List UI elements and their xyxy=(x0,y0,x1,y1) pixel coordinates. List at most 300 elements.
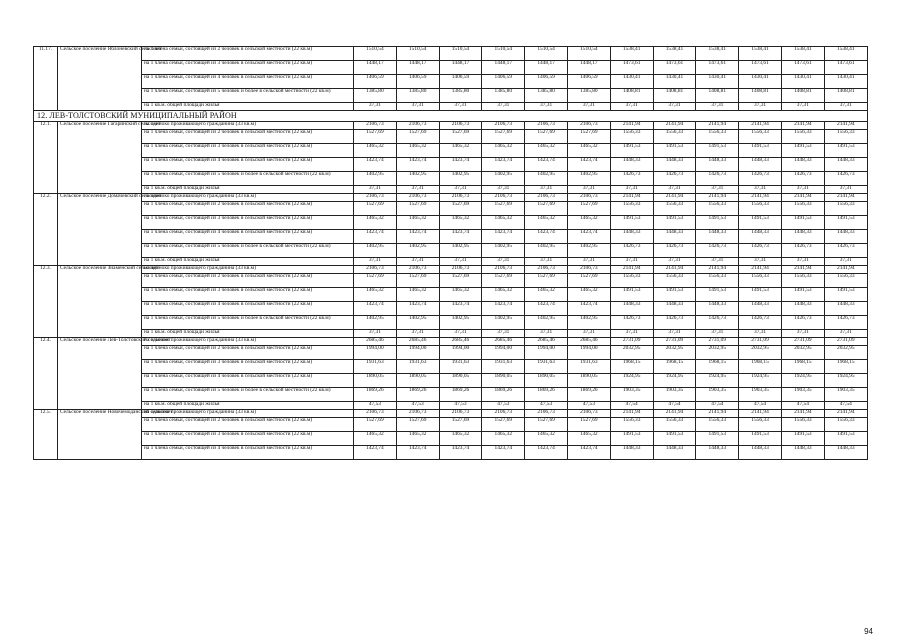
table-row xyxy=(34,172,868,186)
value-cell: 1448,33 xyxy=(696,158,739,172)
value-cell: 2106,73 xyxy=(354,266,397,274)
value-cell: 37,31 xyxy=(653,103,696,111)
value-cell: 1402,95 xyxy=(567,244,610,258)
value-cell: 1448,17 xyxy=(525,61,568,75)
value-cell: 1426,73 xyxy=(824,316,867,330)
value-cell: 2141,94 xyxy=(781,410,824,418)
value-cell: 2141,94 xyxy=(781,266,824,274)
value-cell: 1527,69 xyxy=(482,202,525,216)
norm-label: на 1 члена семьи, состоящей из 3 человек в сельской местности (22 кв.м) xyxy=(142,144,354,158)
value-cell: 2106,73 xyxy=(482,122,525,130)
norm-label: на одиноко проживающего гражданина (33 кв.м) xyxy=(142,266,354,274)
value-cell: 1426,73 xyxy=(610,172,653,186)
value-cell: 1402,95 xyxy=(354,172,397,186)
value-cell: 1556,33 xyxy=(739,418,782,432)
table-row xyxy=(34,274,868,288)
table-row xyxy=(34,89,868,103)
value-cell: 1430,41 xyxy=(824,75,867,89)
value-cell: 1931,63 xyxy=(525,360,568,374)
value-cell: 1527,69 xyxy=(354,418,397,432)
value-cell: 1448,33 xyxy=(824,158,867,172)
norm-label: на 1 члена семьи, состоящей из 3 человек в сельской местности (22 кв.м) xyxy=(142,360,354,374)
table-row xyxy=(34,244,868,258)
value-cell: 1994,00 xyxy=(396,346,439,360)
value-cell: 1465,32 xyxy=(482,216,525,230)
value-cell: 37,31 xyxy=(567,103,610,111)
value-cell: 1924,95 xyxy=(696,374,739,388)
value-cell: 1465,32 xyxy=(396,432,439,446)
value-cell: 1426,73 xyxy=(610,316,653,330)
value-cell: 1408,81 xyxy=(653,89,696,103)
settlement-number: 12.3. xyxy=(34,266,58,338)
value-cell: 1491,53 xyxy=(653,216,696,230)
value-cell: 1491,53 xyxy=(610,432,653,446)
value-cell: 1423,74 xyxy=(525,230,568,244)
value-cell: 1402,95 xyxy=(482,244,525,258)
value-cell: 1426,73 xyxy=(696,172,739,186)
value-cell: 1406,59 xyxy=(567,75,610,89)
value-cell: 37,31 xyxy=(525,186,568,194)
value-cell: 1465,32 xyxy=(567,144,610,158)
value-cell: 1430,41 xyxy=(610,75,653,89)
settlement-name: Сельское поселение Гагаринский сельсовет xyxy=(58,122,142,194)
value-cell: 2731,09 xyxy=(696,338,739,346)
value-cell: 37,31 xyxy=(525,103,568,111)
value-cell: 37,31 xyxy=(482,330,525,338)
value-cell: 1448,33 xyxy=(653,230,696,244)
norm-label: на 1 члена семьи, состоящей из 5 человек и более в сельской местности (22 кв.м) xyxy=(142,244,354,258)
value-cell: 37,31 xyxy=(396,103,439,111)
value-cell: 37,31 xyxy=(824,103,867,111)
value-cell: 2106,73 xyxy=(396,194,439,202)
norm-label: на 1 члена семьи, состоящей из 4 человек в сельской местности (22 кв.м) xyxy=(142,302,354,316)
value-cell: 1423,74 xyxy=(482,302,525,316)
value-cell: 1556,33 xyxy=(696,202,739,216)
value-cell: 1402,95 xyxy=(396,316,439,330)
value-cell: 1426,73 xyxy=(696,316,739,330)
norm-label: на одиноко проживающего гражданина (33 кв.м) xyxy=(142,122,354,130)
value-cell: 1491,53 xyxy=(824,144,867,158)
value-cell: 2141,94 xyxy=(610,266,653,274)
value-cell: 1527,69 xyxy=(354,130,397,144)
value-cell: 1994,00 xyxy=(482,346,525,360)
value-cell: 1869,26 xyxy=(439,388,482,402)
value-cell: 1473,61 xyxy=(610,61,653,75)
norm-label: на 1 члена семьи, состоящей из 4 человек в сельской местности (22 кв.м) xyxy=(142,374,354,388)
value-cell: 37,31 xyxy=(824,258,867,266)
value-cell: 1423,74 xyxy=(439,302,482,316)
value-cell: 1448,33 xyxy=(696,230,739,244)
value-cell: 37,31 xyxy=(610,258,653,266)
value-cell: 1527,69 xyxy=(525,418,568,432)
value-cell: 1931,63 xyxy=(439,360,482,374)
value-cell: 1510,54 xyxy=(439,47,482,61)
norm-label: на 1 члена семьи, состоящей из 5 человек и более в сельской местности (22 кв.м) xyxy=(142,388,354,402)
value-cell: 47,53 xyxy=(567,402,610,410)
value-cell: 2106,73 xyxy=(396,122,439,130)
value-cell: 37,31 xyxy=(696,103,739,111)
value-cell: 2141,94 xyxy=(610,410,653,418)
value-cell: 37,31 xyxy=(396,186,439,194)
value-cell: 1426,73 xyxy=(781,316,824,330)
value-cell: 47,53 xyxy=(354,402,397,410)
value-cell: 1448,33 xyxy=(824,230,867,244)
value-cell: 1465,32 xyxy=(439,216,482,230)
value-cell: 1924,95 xyxy=(610,374,653,388)
value-cell: 1448,33 xyxy=(824,302,867,316)
value-cell: 1869,26 xyxy=(354,388,397,402)
value-cell: 2141,94 xyxy=(824,122,867,130)
value-cell: 2106,73 xyxy=(567,122,610,130)
value-cell: 2141,94 xyxy=(739,122,782,130)
value-cell: 47,54 xyxy=(739,402,782,410)
value-cell: 1968,15 xyxy=(653,360,696,374)
value-cell: 1385,80 xyxy=(396,89,439,103)
value-cell: 1448,33 xyxy=(824,446,867,460)
value-cell: 2141,94 xyxy=(610,194,653,202)
value-cell: 1556,33 xyxy=(696,418,739,432)
value-cell: 1448,33 xyxy=(781,230,824,244)
value-cell: 2731,09 xyxy=(824,338,867,346)
value-cell: 1406,59 xyxy=(439,75,482,89)
value-cell: 1890,05 xyxy=(354,374,397,388)
value-cell: 2032,95 xyxy=(824,346,867,360)
value-cell: 2141,94 xyxy=(696,410,739,418)
settlement-name: Сельское поселение Домачевский сельсовет xyxy=(58,194,142,266)
table-row xyxy=(34,202,868,216)
value-cell: 47,54 xyxy=(610,402,653,410)
value-cell: 1426,73 xyxy=(696,244,739,258)
settlement-name: Сельское поселение Яблоневский сельсовет xyxy=(58,47,142,111)
value-cell: 1448,33 xyxy=(653,158,696,172)
value-cell: 1924,95 xyxy=(739,374,782,388)
value-cell: 1556,33 xyxy=(653,418,696,432)
value-cell: 1465,32 xyxy=(354,144,397,158)
value-cell: 2106,73 xyxy=(396,410,439,418)
value-cell: 1538,41 xyxy=(696,47,739,61)
value-cell: 1465,32 xyxy=(482,432,525,446)
value-cell: 1903,35 xyxy=(824,388,867,402)
value-cell: 37,31 xyxy=(781,186,824,194)
value-cell: 1402,95 xyxy=(354,244,397,258)
value-cell: 2731,09 xyxy=(610,338,653,346)
value-cell: 1968,15 xyxy=(739,360,782,374)
value-cell: 2731,09 xyxy=(781,338,824,346)
value-cell: 1448,17 xyxy=(354,61,397,75)
table-row xyxy=(34,144,868,158)
value-cell: 1465,32 xyxy=(354,288,397,302)
value-cell: 1430,41 xyxy=(739,75,782,89)
value-cell: 37,31 xyxy=(396,258,439,266)
value-cell: 1491,53 xyxy=(739,216,782,230)
value-cell: 2731,09 xyxy=(739,338,782,346)
value-cell: 37,31 xyxy=(525,258,568,266)
value-cell: 1465,32 xyxy=(396,216,439,230)
value-cell: 1423,74 xyxy=(439,158,482,172)
norm-label: на 1 члена семьи, состоящей из 2 человек в сельской местности (22 кв.м) xyxy=(142,346,354,360)
value-cell: 1931,63 xyxy=(396,360,439,374)
value-cell: 1448,33 xyxy=(653,302,696,316)
value-cell: 1968,15 xyxy=(696,360,739,374)
value-cell: 1448,33 xyxy=(739,446,782,460)
value-cell: 1968,15 xyxy=(781,360,824,374)
value-cell: 1491,53 xyxy=(696,216,739,230)
value-cell: 1465,32 xyxy=(567,432,610,446)
value-cell: 1556,33 xyxy=(610,274,653,288)
value-cell: 1556,33 xyxy=(781,418,824,432)
value-cell: 37,31 xyxy=(482,103,525,111)
table-row xyxy=(34,61,868,75)
value-cell: 1406,59 xyxy=(525,75,568,89)
value-cell: 1527,69 xyxy=(354,202,397,216)
value-cell: 1465,32 xyxy=(439,432,482,446)
value-cell: 1473,61 xyxy=(781,61,824,75)
document-sheet xyxy=(33,46,867,460)
norm-label: на 1 члена семьи, состоящей из 3 человек в сельской местности (22 кв.м) xyxy=(142,432,354,446)
value-cell: 1465,32 xyxy=(525,144,568,158)
norm-label: на 1 члена семьи, состоящей из 2 человек в сельской местности (22 кв.м) xyxy=(142,202,354,216)
table-row xyxy=(34,103,868,111)
value-cell: 2106,73 xyxy=(525,410,568,418)
norm-label: на одиноко проживающего гражданина (33 кв.м) xyxy=(142,194,354,202)
value-cell: 2141,94 xyxy=(653,410,696,418)
value-cell: 37,31 xyxy=(567,330,610,338)
value-cell: 47,53 xyxy=(396,402,439,410)
value-cell: 1423,74 xyxy=(525,446,568,460)
value-cell: 1423,74 xyxy=(354,446,397,460)
settlement-name: Сельское поселение Новочемоданский сельсовет xyxy=(58,410,142,460)
value-cell: 37,31 xyxy=(781,103,824,111)
value-cell: 1538,41 xyxy=(781,47,824,61)
value-cell: 1527,69 xyxy=(439,418,482,432)
norm-label: на 1 члена семьи, состоящей из 4 человек в сельской местности (22 кв.м) xyxy=(142,75,354,89)
value-cell: 1423,74 xyxy=(396,446,439,460)
value-cell: 1426,73 xyxy=(653,172,696,186)
value-cell: 1423,74 xyxy=(482,230,525,244)
value-cell: 1931,63 xyxy=(567,360,610,374)
page-number: 94 xyxy=(864,627,873,636)
value-cell: 1385,80 xyxy=(482,89,525,103)
value-cell: 1426,73 xyxy=(824,244,867,258)
value-cell: 1903,35 xyxy=(739,388,782,402)
value-cell: 1408,81 xyxy=(781,89,824,103)
value-cell: 37,31 xyxy=(653,258,696,266)
value-cell: 1527,69 xyxy=(525,130,568,144)
value-cell: 1426,73 xyxy=(739,172,782,186)
value-cell: 1556,33 xyxy=(824,202,867,216)
value-cell: 2032,95 xyxy=(739,346,782,360)
value-cell: 37,31 xyxy=(824,330,867,338)
value-cell: 37,31 xyxy=(482,258,525,266)
value-cell: 37,31 xyxy=(567,186,610,194)
table-row xyxy=(34,47,868,61)
norm-label: на 1 члена семьи, состоящей из 2 человек в сельской местности (22 кв.м) xyxy=(142,274,354,288)
value-cell: 2106,73 xyxy=(439,122,482,130)
value-cell: 1448,33 xyxy=(610,302,653,316)
value-cell: 37,31 xyxy=(781,258,824,266)
value-cell: 1491,53 xyxy=(824,432,867,446)
district-title: 12. ЛЕВ-ТОЛСТОВСКИЙ МУНИЦИПАЛЬНЫЙ РАЙОН xyxy=(34,111,868,122)
value-cell: 1924,95 xyxy=(653,374,696,388)
value-cell: 1556,33 xyxy=(781,202,824,216)
value-cell: 2106,73 xyxy=(525,266,568,274)
value-cell: 1423,74 xyxy=(396,230,439,244)
settlement-number: 12.2. xyxy=(34,194,58,266)
value-cell: 1527,69 xyxy=(567,202,610,216)
value-cell: 1869,26 xyxy=(567,388,610,402)
value-cell: 2141,94 xyxy=(824,410,867,418)
norm-label: на 1 члена семьи, состоящей из 2 человек в сельской местности (22 кв.м) xyxy=(142,47,354,61)
value-cell: 1385,80 xyxy=(567,89,610,103)
value-cell: 2731,09 xyxy=(653,338,696,346)
value-cell: 1491,53 xyxy=(610,144,653,158)
value-cell: 2106,73 xyxy=(439,266,482,274)
value-cell: 1527,69 xyxy=(439,274,482,288)
table-row xyxy=(34,288,868,302)
table-row xyxy=(34,360,868,374)
value-cell: 1556,33 xyxy=(739,202,782,216)
value-cell: 1402,95 xyxy=(567,316,610,330)
settlement-number: 11.17. xyxy=(34,47,58,111)
value-cell: 37,31 xyxy=(439,330,482,338)
value-cell: 1491,53 xyxy=(696,144,739,158)
value-cell: 1491,53 xyxy=(653,288,696,302)
value-cell: 37,31 xyxy=(781,330,824,338)
value-cell: 1423,74 xyxy=(396,158,439,172)
value-cell: 1527,69 xyxy=(439,130,482,144)
value-cell: 1423,74 xyxy=(482,158,525,172)
value-cell: 1448,33 xyxy=(653,446,696,460)
value-cell: 37,31 xyxy=(439,258,482,266)
value-cell: 1890,05 xyxy=(482,374,525,388)
value-cell: 2106,73 xyxy=(354,194,397,202)
value-cell: 1510,54 xyxy=(354,47,397,61)
norm-label: на одиноко проживающего гражданина (33 кв.м) xyxy=(142,338,354,346)
value-cell: 1527,69 xyxy=(567,130,610,144)
table-row xyxy=(34,216,868,230)
table-row xyxy=(34,374,868,388)
value-cell: 2106,73 xyxy=(482,266,525,274)
value-cell: 1406,59 xyxy=(354,75,397,89)
table-row xyxy=(34,75,868,89)
value-cell: 1527,69 xyxy=(482,130,525,144)
value-cell: 1430,41 xyxy=(696,75,739,89)
value-cell: 1527,69 xyxy=(439,202,482,216)
value-cell: 1448,33 xyxy=(610,230,653,244)
value-cell: 37,31 xyxy=(354,258,397,266)
value-cell: 1402,95 xyxy=(439,244,482,258)
value-cell: 1538,41 xyxy=(610,47,653,61)
value-cell: 1385,80 xyxy=(354,89,397,103)
value-cell: 1473,61 xyxy=(653,61,696,75)
value-cell: 1890,05 xyxy=(439,374,482,388)
value-cell: 1426,73 xyxy=(653,244,696,258)
value-cell: 1527,69 xyxy=(525,202,568,216)
value-cell: 1402,95 xyxy=(525,172,568,186)
value-cell: 37,31 xyxy=(696,330,739,338)
value-cell: 1994,00 xyxy=(525,346,568,360)
value-cell: 1465,32 xyxy=(354,216,397,230)
table-row xyxy=(34,418,868,432)
settlement-number: 12.1. xyxy=(34,122,58,194)
value-cell: 1423,74 xyxy=(354,230,397,244)
norm-label: на 1 кв.м. общей площади жилья xyxy=(142,330,354,338)
value-cell: 1402,95 xyxy=(525,316,568,330)
value-cell: 1423,74 xyxy=(439,446,482,460)
value-cell: 1491,53 xyxy=(696,288,739,302)
value-cell: 1408,81 xyxy=(696,89,739,103)
value-cell: 1510,54 xyxy=(482,47,525,61)
value-cell: 37,31 xyxy=(696,258,739,266)
value-cell: 1448,33 xyxy=(781,158,824,172)
value-cell: 1491,53 xyxy=(739,144,782,158)
value-cell: 1556,33 xyxy=(824,418,867,432)
value-cell: 1491,53 xyxy=(781,144,824,158)
settlement-name: Сельское поселение Лев-Толстовский сельсовет xyxy=(58,338,142,410)
value-cell: 2141,94 xyxy=(739,266,782,274)
value-cell: 37,31 xyxy=(354,103,397,111)
value-cell: 2685,46 xyxy=(525,338,568,346)
value-cell: 1423,74 xyxy=(439,230,482,244)
value-cell: 1423,74 xyxy=(567,446,610,460)
value-cell: 2106,73 xyxy=(439,410,482,418)
value-cell: 1491,53 xyxy=(781,288,824,302)
value-cell: 1423,74 xyxy=(567,158,610,172)
norm-label: на 1 члена семьи, состоящей из 2 человек в сельской местности (22 кв.м) xyxy=(142,418,354,432)
value-cell: 1402,95 xyxy=(482,316,525,330)
value-cell: 2106,73 xyxy=(567,410,610,418)
value-cell: 1538,41 xyxy=(824,47,867,61)
value-cell: 37,31 xyxy=(739,330,782,338)
norm-label: на 1 кв.м. общей площади жилья xyxy=(142,103,354,111)
value-cell: 37,31 xyxy=(439,103,482,111)
table-row xyxy=(34,158,868,172)
value-cell: 1527,69 xyxy=(482,274,525,288)
value-cell: 1448,33 xyxy=(610,446,653,460)
norm-label: на 1 члена семьи, состоящей из 5 человек и более в сельской местности (22 кв.м) xyxy=(142,89,354,103)
value-cell: 1556,33 xyxy=(610,202,653,216)
value-cell: 1430,41 xyxy=(653,75,696,89)
value-cell: 1426,73 xyxy=(781,172,824,186)
value-cell: 1491,53 xyxy=(610,288,653,302)
value-cell: 1402,95 xyxy=(482,172,525,186)
value-cell: 37,31 xyxy=(653,330,696,338)
norm-label: на 1 кв.м. общей площади жилья xyxy=(142,402,354,410)
value-cell: 2141,94 xyxy=(653,194,696,202)
norm-label: на 1 кв.м. общей площади жилья xyxy=(142,258,354,266)
value-cell: 37,31 xyxy=(739,258,782,266)
value-cell: 1510,54 xyxy=(567,47,610,61)
norm-label: на 1 члена семьи, состоящей из 2 человек в сельской местности (22 кв.м) xyxy=(142,130,354,144)
value-cell: 1527,69 xyxy=(396,274,439,288)
tariff-table xyxy=(33,46,868,460)
value-cell: 1465,32 xyxy=(482,144,525,158)
norm-label: на 1 кв.м. общей площади жилья xyxy=(142,186,354,194)
value-cell: 1406,59 xyxy=(482,75,525,89)
norm-label: на 1 члена семьи, состоящей из 4 человек в сельской местности (22 кв.м) xyxy=(142,158,354,172)
value-cell: 1402,95 xyxy=(439,316,482,330)
value-cell: 1465,32 xyxy=(567,288,610,302)
value-cell: 1423,74 xyxy=(525,302,568,316)
value-cell: 1994,00 xyxy=(567,346,610,360)
table-row xyxy=(34,130,868,144)
settlement-number: 12.4. xyxy=(34,338,58,410)
value-cell: 1473,61 xyxy=(824,61,867,75)
value-cell: 1423,74 xyxy=(567,230,610,244)
value-cell: 1890,05 xyxy=(567,374,610,388)
table-row xyxy=(34,230,868,244)
value-cell: 37,31 xyxy=(610,330,653,338)
